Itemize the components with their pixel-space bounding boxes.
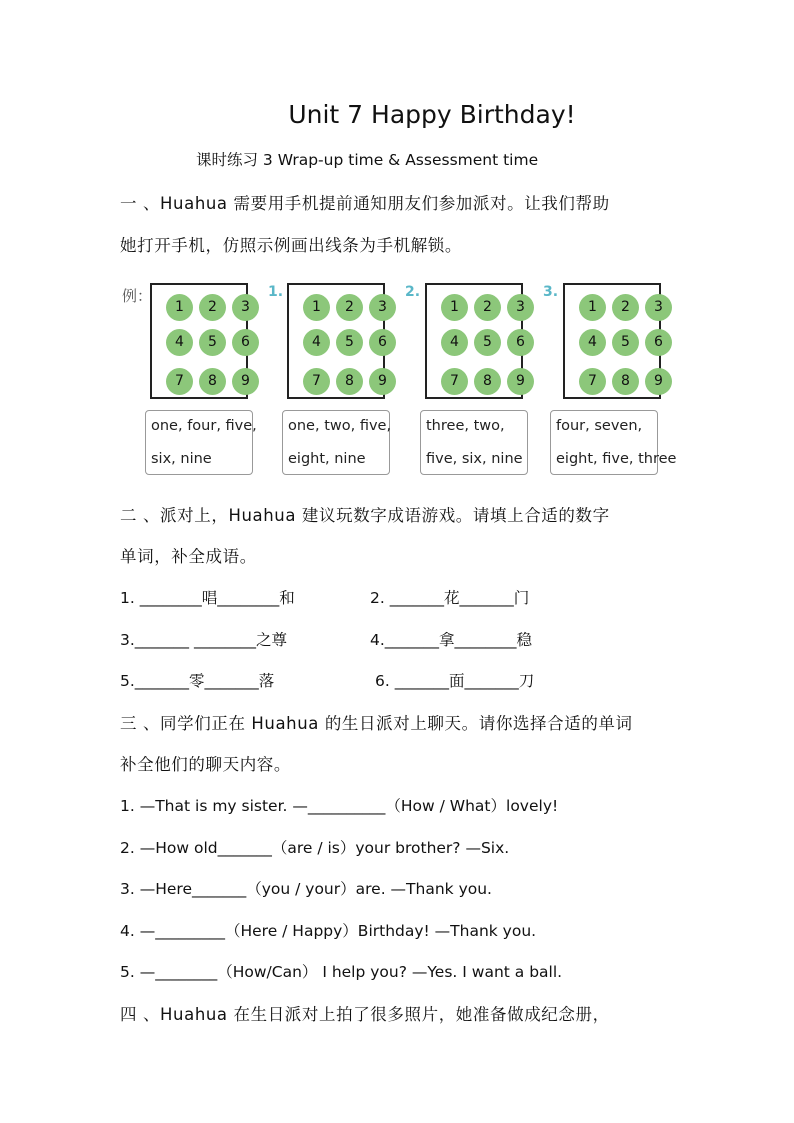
card-line-2: six, nine [151,451,212,467]
grid-dot[interactable]: 8 [336,368,363,395]
grid-dot[interactable]: 2 [336,294,363,321]
grid-dot[interactable]: 1 [441,294,468,321]
grid-dot[interactable]: 6 [369,329,396,356]
dialogue-item-3: 3. —Here_______（you / your）are. —Thank you. [120,880,492,898]
idiom-item-1: 1. ________唱________和 [120,589,295,607]
page-title: Unit 7 Happy Birthday! [288,100,576,129]
grid-dot[interactable]: 3 [232,294,259,321]
section1-instruction-line1: 一 、Huahua 需要用手机提前通知朋友们参加派对。让我们帮助 [120,194,610,213]
section2-instruction-line2: 单词，补全成语。 [120,547,257,566]
grid-dot[interactable]: 9 [507,368,534,395]
grid-dot[interactable]: 2 [199,294,226,321]
grid-dot[interactable]: 8 [612,368,639,395]
number-word-card-2 [420,410,528,475]
grid-dot[interactable]: 3 [369,294,396,321]
card-line-1: four, seven, [556,418,643,434]
idiom-item-6: 6. _______面_______刀 [375,672,535,690]
grid-dot[interactable]: 9 [369,368,396,395]
dialogue-item-1: 1. —That is my sister. —__________（How / What）lovely! [120,797,559,815]
grid-dot[interactable]: 6 [232,329,259,356]
panel-label-1: 1. [268,284,284,300]
dialogue-item-4: 4. —_________（Here / Happy）Birthday! —Thank you. [120,922,537,940]
idiom-item-4: 4._______拿________稳 [370,631,533,649]
grid-dot[interactable]: 4 [303,329,330,356]
grid-dot[interactable]: 1 [303,294,330,321]
unlock-grid-3[interactable] [563,283,661,399]
card-line-2: five, six, nine [426,451,523,467]
idiom-item-5: 5._______零_______落 [120,672,275,690]
grid-dot[interactable]: 7 [441,368,468,395]
grid-dot[interactable]: 7 [166,368,193,395]
grid-dot[interactable]: 8 [474,368,501,395]
grid-dot[interactable]: 9 [645,368,672,395]
grid-dot[interactable]: 5 [474,329,501,356]
section1-instruction-line2: 她打开手机，仿照示例画出线条为手机解锁。 [120,236,462,255]
panel-label-3: 3. [543,284,559,300]
grid-dot[interactable]: 9 [232,368,259,395]
number-word-card-3 [550,410,677,475]
grid-dot[interactable]: 3 [507,294,534,321]
section4-instruction-line1: 四 、Huahua 在生日派对上拍了很多照片，她准备做成纪念册， [120,1005,610,1024]
idiom-item-3: 3._______ ________之尊 [120,631,287,649]
unlock-grid-0[interactable] [150,283,248,399]
panel-label-2: 2. [405,284,421,300]
grid-dot[interactable]: 7 [579,368,606,395]
card-line-1: three, two, [426,418,505,434]
card-line-2: eight, five, three [556,451,677,467]
section2-instruction-line1: 二 、派对上，Huahua 建议玩数字成语游戏。请填上合适的数字 [120,506,610,525]
grid-dot[interactable]: 3 [645,294,672,321]
grid-dot[interactable]: 5 [336,329,363,356]
unlock-grid-1[interactable] [287,283,385,399]
number-word-card-0 [145,410,257,475]
grid-dot[interactable]: 4 [166,329,193,356]
grid-dot[interactable]: 4 [579,329,606,356]
dialogue-item-5: 5. —________（How/Can） I help you? —Yes. I want a ball. [120,963,563,981]
section3-instruction-line2: 补全他们的聊天内容。 [120,755,291,774]
grid-dot[interactable]: 1 [166,294,193,321]
grid-dot[interactable]: 6 [645,329,672,356]
section3-instruction-line1: 三 、同学们正在 Huahua 的生日派对上聊天。请你选择合适的单词 [120,714,633,733]
grid-dot[interactable]: 2 [612,294,639,321]
grid-dot[interactable]: 1 [579,294,606,321]
unlock-grid-2[interactable] [425,283,523,399]
card-line-1: one, four, five, [151,418,257,434]
grid-dot[interactable]: 8 [199,368,226,395]
card-line-1: one, two, five, [288,418,392,434]
grid-dot[interactable]: 4 [441,329,468,356]
grid-dot[interactable]: 7 [303,368,330,395]
dialogue-item-2: 2. —How old_______（are / is）your brother? —Six. [120,839,510,857]
grid-dot[interactable]: 6 [507,329,534,356]
example-label: 例： [122,287,153,305]
grid-dot[interactable]: 5 [199,329,226,356]
idiom-item-2: 2. _______花_______门 [370,589,530,607]
number-word-card-1 [282,410,390,475]
page-subtitle: 课时练习 3 Wrap-up time & Assessment time [196,151,539,169]
grid-dot[interactable]: 5 [612,329,639,356]
card-line-2: eight, nine [288,451,366,467]
grid-dot[interactable]: 2 [474,294,501,321]
